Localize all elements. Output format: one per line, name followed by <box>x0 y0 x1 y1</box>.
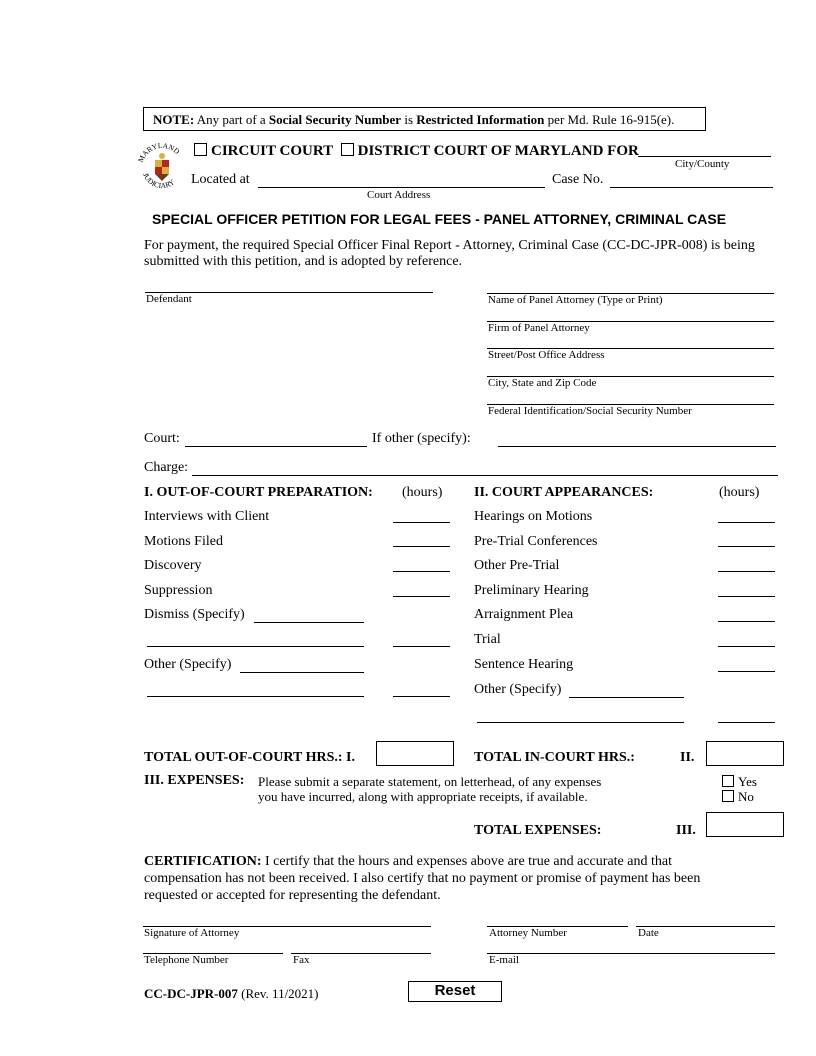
expenses-yes-checkbox[interactable] <box>722 775 734 787</box>
section2-other-specify-line-2[interactable] <box>477 722 684 723</box>
section2-hours-field[interactable] <box>718 621 775 622</box>
located-at-label: Located at <box>191 172 250 187</box>
attorney-street-caption: Street/Post Office Address <box>488 349 605 361</box>
attorney-number-caption: Attorney Number <box>489 927 567 939</box>
expenses-yes-label: Yes <box>738 774 757 789</box>
case-no-line[interactable] <box>610 187 773 188</box>
note-text: is <box>404 112 413 127</box>
note-label: NOTE: <box>153 112 195 127</box>
district-court-checkbox[interactable] <box>341 143 354 156</box>
seal-bottom-text: JUDICIARY <box>141 171 177 191</box>
certification-block <box>144 853 774 904</box>
note-text: Any part of a <box>196 112 266 127</box>
telephone-caption: Telephone Number <box>144 954 229 966</box>
section2-item: Sentence Hearing <box>474 657 574 672</box>
note-ssn: Social Security Number <box>268 112 402 127</box>
section1-item: Dismiss (Specify) <box>144 607 245 622</box>
section1-hours-field[interactable] <box>393 571 450 572</box>
section2-item: Trial <box>474 632 501 647</box>
total-expenses-field[interactable] <box>706 812 784 837</box>
reset-button[interactable]: Reset <box>408 981 502 1002</box>
attorney-fedid-caption: Federal Identification/Social Security Number <box>488 405 692 417</box>
section1-item: Interviews with Client <box>144 509 270 524</box>
section2-hours-field[interactable] <box>718 571 775 572</box>
section2-item: Preliminary Hearing <box>474 583 589 598</box>
section1-hours-label: (hours) <box>402 485 443 500</box>
attorney-name-caption: Name of Panel Attorney (Type or Print) <box>488 294 663 306</box>
section2-item: Arraignment Plea <box>474 607 574 622</box>
charge-line[interactable] <box>192 475 778 476</box>
date-caption: Date <box>638 927 659 939</box>
form-revision: (Rev. 11/2021) <box>241 986 319 1001</box>
city-county-line[interactable] <box>638 156 771 157</box>
section2-hours-field[interactable] <box>718 546 775 547</box>
expenses-text-1: Please submit a separate statement, on letterhead, of any expenses <box>258 774 602 789</box>
section2-hours-field[interactable] <box>718 522 775 523</box>
city-county-caption: City/County <box>675 158 730 170</box>
expenses-no-option <box>722 789 754 805</box>
other-specify-line-2[interactable] <box>147 696 364 697</box>
section1-item: Motions Filed <box>144 534 223 549</box>
section2-hours-field[interactable] <box>718 722 775 723</box>
attorney-city-caption: City, State and Zip Code <box>488 377 597 389</box>
district-court-label: DISTRICT COURT OF MARYLAND FOR <box>357 143 639 159</box>
total-in-court-number: II. <box>680 750 695 765</box>
note-box <box>143 107 706 131</box>
section2-other-specify-line[interactable] <box>569 697 684 698</box>
seal-top-text: MARYLAND <box>136 140 182 164</box>
circuit-court-label: CIRCUIT COURT <box>211 143 333 159</box>
section2-hours-field[interactable] <box>718 596 775 597</box>
certification-line-1: I certify that the hours and expenses above are true and accurate and that <box>264 854 672 869</box>
court-address-line[interactable] <box>258 187 545 188</box>
expenses-no-checkbox[interactable] <box>722 790 734 802</box>
note-text: per Md. Rule 16-915(e). <box>547 112 675 127</box>
section2-hours-label: (hours) <box>719 485 760 500</box>
charge-label: Charge: <box>144 460 189 475</box>
fax-line[interactable] <box>291 953 431 954</box>
court-address-caption: Court Address <box>367 189 431 201</box>
total-expenses-label: TOTAL EXPENSES: <box>474 823 602 838</box>
intro-text: For payment, the required Special Officer Final Report - Attorney, Criminal Case (CC-DC-JPR-008) is being submitted with this petition, and is adopted by reference. <box>144 238 755 269</box>
section1-item: Other (Specify) <box>144 657 232 672</box>
section1-item: Suppression <box>144 583 213 598</box>
other-specify-line[interactable] <box>240 672 364 673</box>
total-out-of-court-field[interactable] <box>376 741 454 766</box>
section1-hours-field[interactable] <box>393 596 450 597</box>
section2-item: Other Pre-Trial <box>474 558 560 573</box>
section2-item: Other (Specify) <box>474 682 562 697</box>
certification-label: CERTIFICATION: <box>144 854 262 869</box>
court-type-row <box>194 143 639 160</box>
total-in-court-label: TOTAL IN-COURT HRS.: <box>474 750 635 765</box>
circuit-court-checkbox[interactable] <box>194 143 207 156</box>
form-number-code: CC-DC-JPR-007 <box>144 986 238 1001</box>
section2-title: II. COURT APPEARANCES: <box>474 485 654 500</box>
expenses-text-2: you have incurred, along with appropriate receipts, if available. <box>258 789 588 804</box>
form-number <box>144 986 319 1002</box>
signature-caption: Signature of Attorney <box>144 927 240 939</box>
maryland-judiciary-seal <box>136 138 188 196</box>
certification-line-2: compensation has not been received. I also certify that no payment or promise of payment has been <box>144 871 701 886</box>
expenses-no-label: No <box>738 789 754 804</box>
section1-title: I. OUT-OF-COURT PREPARATION: <box>144 485 373 500</box>
section1-hours-field[interactable] <box>393 646 450 647</box>
email-line[interactable] <box>487 953 775 954</box>
section2-item: Hearings on Motions <box>474 509 593 524</box>
fax-caption: Fax <box>293 954 310 966</box>
attorney-firm-caption: Firm of Panel Attorney <box>488 322 590 334</box>
court-other-line[interactable] <box>498 446 776 447</box>
court-label: Court: <box>144 431 180 446</box>
dismiss-specify-line-2[interactable] <box>147 646 364 647</box>
section2-hours-field[interactable] <box>718 671 775 672</box>
expenses-yes-option <box>722 774 757 790</box>
total-in-court-field[interactable] <box>706 741 784 766</box>
court-other-label: If other (specify): <box>372 431 471 446</box>
section1-hours-field[interactable] <box>393 546 450 547</box>
section2-hours-field[interactable] <box>718 646 775 647</box>
note-restricted: Restricted Information <box>416 112 545 127</box>
section1-hours-field[interactable] <box>393 696 450 697</box>
page-title: SPECIAL OFFICER PETITION FOR LEGAL FEES - PANEL ATTORNEY, CRIMINAL CASE <box>152 211 727 227</box>
dismiss-specify-line[interactable] <box>254 622 364 623</box>
court-line[interactable] <box>185 446 367 447</box>
section2-item: Pre-Trial Conferences <box>474 534 598 549</box>
defendant-caption: Defendant <box>146 293 192 305</box>
section1-item: Discovery <box>144 558 202 573</box>
case-no-label: Case No. <box>552 172 604 187</box>
email-caption: E-mail <box>489 954 519 966</box>
total-expenses-number: III. <box>676 823 696 838</box>
section1-hours-field[interactable] <box>393 522 450 523</box>
expenses-label: III. EXPENSES: <box>144 773 245 788</box>
certification-line-3: requested or accepted for representing the defendant. <box>144 888 441 903</box>
total-out-of-court-label: TOTAL OUT-OF-COURT HRS.: I. <box>144 750 355 765</box>
